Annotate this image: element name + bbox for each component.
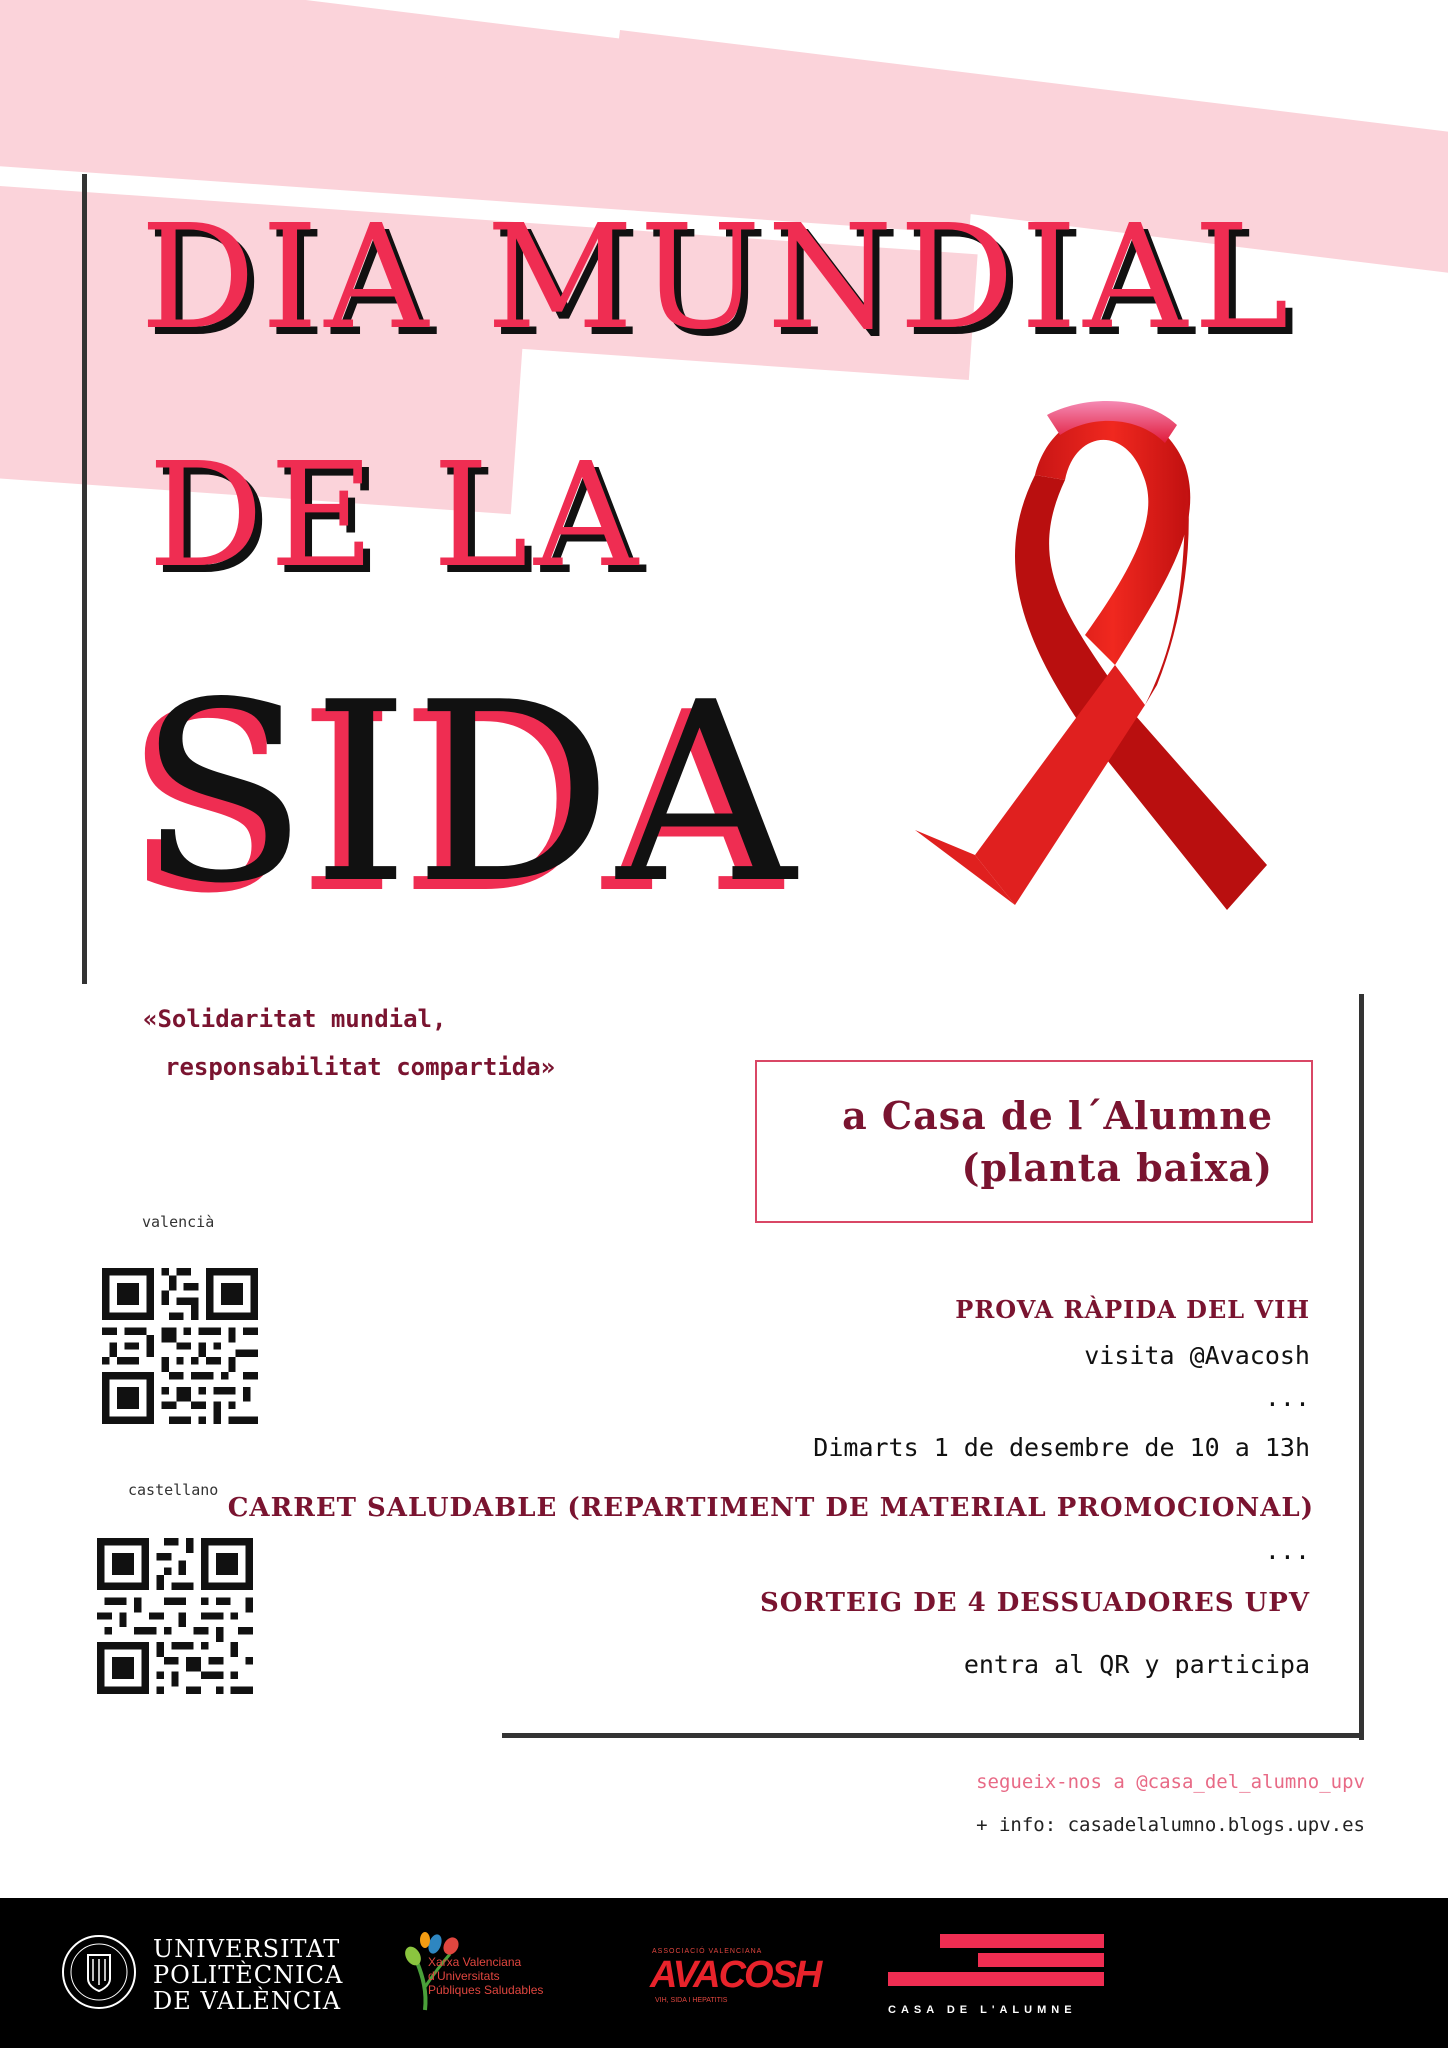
xarxa-line-2: d'Universitats: [428, 1969, 500, 1983]
aacosh-subtitle: VIH, SIDA I HEPATITIS: [655, 1997, 728, 2004]
upv-line-3: DE VALÈNCIA: [153, 1987, 342, 2015]
xarxa-line-1: Xarxa Valenciana: [428, 1955, 522, 1969]
event-date: Dimarts 1 de desembre de 10 a 13h: [813, 1433, 1310, 1462]
slogan-line-1: «Solidaritat mundial,: [143, 1005, 447, 1033]
left-frame-line: [82, 174, 87, 984]
slogan-line-2: responsabilitat compartida»: [165, 1053, 556, 1081]
title-line-2: DE LA: [148, 431, 644, 599]
aacosh-logo-text: AVACOSH: [650, 1954, 821, 1996]
test-visit: visita @Avacosh: [1084, 1341, 1310, 1370]
upv-seal-icon: [60, 1933, 138, 2011]
aacosh-association-label: ASSOCIACIÓ VALENCIANA: [652, 1948, 763, 1955]
bottom-frame-line: [502, 1733, 1364, 1738]
qr-code-valencia[interactable]: [102, 1268, 258, 1424]
upv-line-1: UNIVERSITAT: [153, 1935, 341, 1963]
upv-logo-text: [153, 1936, 343, 2014]
slogan: [143, 995, 555, 1091]
venue-line-1: a Casa de l´Alumne: [842, 1093, 1273, 1138]
red-ribbon-icon: [915, 385, 1295, 915]
casa-alumne-label: CASA DE L'ALUMNE: [888, 2004, 1077, 2016]
venue-box: [755, 1060, 1313, 1223]
qr-code-castellano[interactable]: [97, 1538, 253, 1694]
qr-label-castellano: castellano: [128, 1481, 219, 1499]
casa-alumne-logo-icon: [888, 1934, 1104, 2002]
xarxa-line-3: Públiques Saludables: [428, 1983, 544, 1997]
title-line-1: DIA MUNDIAL: [140, 193, 1295, 361]
cart-title: CARRET SALUDABLE (REPARTIMENT DE MATERIAL PROMOCIONAL): [227, 1493, 1314, 1523]
right-frame-line: [1359, 994, 1364, 1740]
test-title: PROVA RÀPIDA DEL VIH: [955, 1295, 1310, 1324]
xarxa-logo-text: [428, 1955, 543, 1997]
raffle-title: SORTEIG DE 4 DESSUADORES UPV: [760, 1588, 1310, 1618]
qr-label-valencia: valencià: [142, 1213, 215, 1231]
raffle-cta: entra al QR y participa: [963, 1650, 1310, 1679]
title-line-3: SIDA: [138, 650, 800, 938]
upv-line-2: POLITÈCNICA: [153, 1961, 344, 1989]
more-info-link[interactable]: + info: casadelalumno.blogs.upv.es: [976, 1814, 1365, 1836]
dots-2: ...: [1264, 1536, 1310, 1565]
follow-instagram[interactable]: segueix-nos a @casa_del_alumno_upv: [976, 1771, 1365, 1793]
venue-line-2: (planta baixa): [961, 1145, 1273, 1190]
dots-1: ...: [1264, 1383, 1310, 1412]
